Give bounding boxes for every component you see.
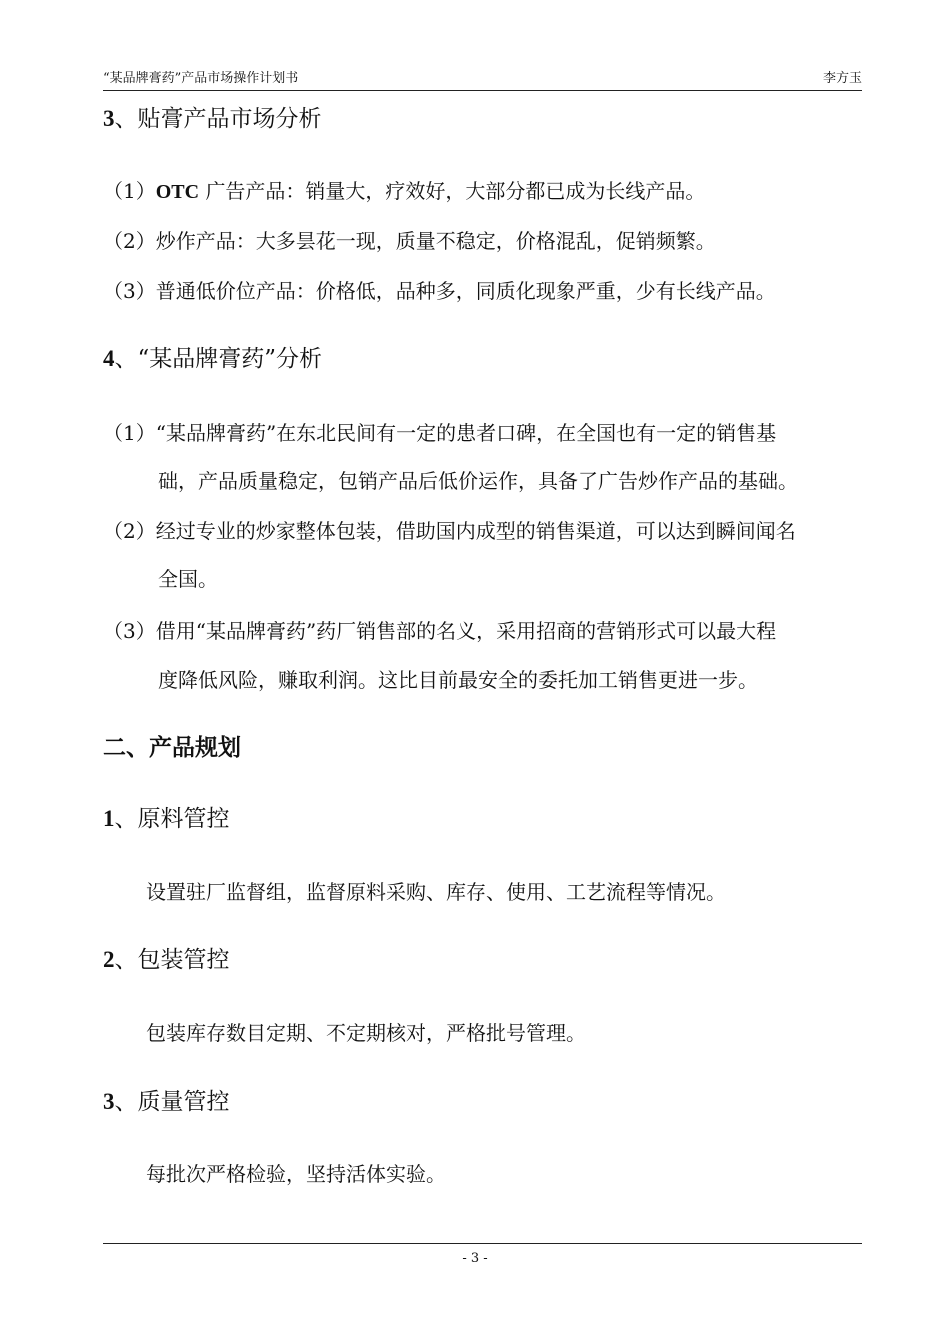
section-title: 、“某品牌膏药”分析 (114, 346, 323, 372)
subsection-3-heading (103, 1087, 230, 1117)
subsection-1-heading (103, 804, 230, 834)
subsection-number: 3 (103, 1089, 115, 1114)
section-number: 3 (103, 106, 115, 131)
market-item-1 (103, 178, 705, 205)
section-title: 、贴膏产品市场分析 (114, 106, 322, 132)
analysis-item-1-line-2: 础，产品质量稳定，包销产品后低价运作，具备了广告炒作产品的基础。 (158, 469, 798, 493)
item-prefix: （1） (103, 179, 156, 203)
item-text: 广告产品：销量大，疗效好，大部分都已成为长线产品。 (205, 179, 706, 203)
analysis-item-2-line-2: 全国。 (158, 567, 218, 591)
chapter-2-heading: 二、产品规划 (103, 735, 241, 761)
market-item-2 (103, 228, 716, 254)
subsection-title: 、原料管控 (114, 806, 230, 832)
subsection-number: 1 (103, 806, 115, 831)
subsection-3-body: 每批次严格检验，坚持活体实验。 (146, 1162, 446, 1186)
item-prefix: （2） (103, 229, 156, 253)
analysis-item-2-line-1: （2）经过专业的炒家整体包装，借助国内成型的销售渠道，可以达到瞬间闻名 (103, 519, 796, 543)
section-number: 4 (103, 346, 115, 371)
item-text: 炒作产品：大多昙花一现，质量不稳定，价格混乱，促销频繁。 (155, 229, 716, 253)
analysis-item-3-line-1: （3）借用“某品牌膏药”药厂销售部的名义，采用招商的营销形式可以最大程 (103, 619, 777, 643)
subsection-number: 2 (103, 947, 115, 972)
item-bold-term: OTC (155, 181, 200, 203)
analysis-item-1-line-1: （1）“某品牌膏药”在东北民间有一定的患者口碑，在全国也有一定的销售基 (103, 421, 777, 445)
document-title: “某品牌膏药”产品市场操作计划书 (103, 71, 299, 86)
section-3-heading (103, 104, 322, 134)
document-author: 李方玉 (822, 71, 862, 86)
analysis-item-3-line-2: 度降低风险，赚取利润。这比目前最安全的委托加工销售更进一步。 (158, 668, 758, 692)
footer-divider (103, 1243, 862, 1244)
section-4-heading (103, 344, 322, 374)
subsection-2-body: 包装库存数目定期、不定期核对，严格批号管理。 (146, 1021, 586, 1045)
subsection-title: 、包装管控 (114, 947, 230, 973)
page-header (103, 70, 862, 91)
item-text: 普通低价位产品：价格低，品种多，同质化现象严重，少有长线产品。 (155, 279, 776, 303)
subsection-2-heading (103, 945, 230, 975)
item-prefix: （3） (103, 279, 156, 303)
subsection-1-body: 设置驻厂监督组，监督原料采购、库存、使用、工艺流程等情况。 (146, 880, 726, 904)
page-number: - 3 - (462, 1251, 488, 1266)
market-item-3 (103, 278, 776, 304)
subsection-title: 、质量管控 (114, 1089, 230, 1115)
